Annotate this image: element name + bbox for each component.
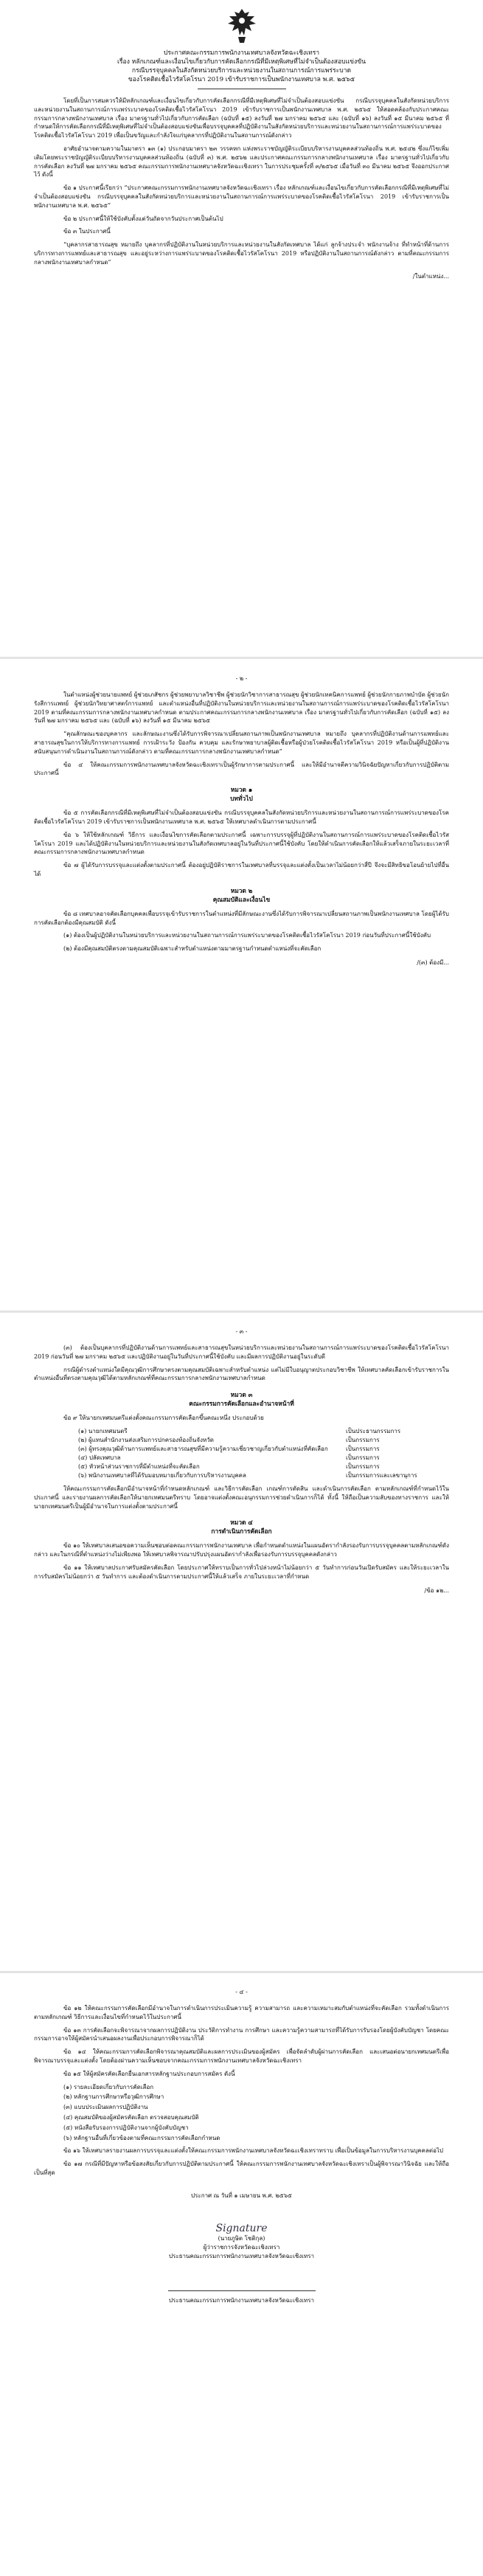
section-subheading: คณะกรรมการคัดเลือกและอำนาจหน้าที่ bbox=[189, 1400, 294, 1408]
section-heading: หมวด ๑ bbox=[230, 786, 253, 794]
page-separator bbox=[0, 1311, 483, 1313]
signer-title: ประธานคณะกรรมการพนักงานเทศบาลจังหวัดฉะเชิงเทรา bbox=[168, 2252, 315, 2259]
list-item: (๒) หลักฐานการศึกษาหรือวุฒิการศึกษา bbox=[63, 2093, 164, 2101]
signer-title: ผู้ว่าราชการจังหวัดฉะเชิงเทรา bbox=[203, 2243, 280, 2251]
member-role: เป็นกรรมการ bbox=[346, 1463, 380, 1470]
subject-line-1: เรื่อง หลักเกณฑ์และเงื่อนไขเกี่ยวกับการคัดเลือกกรณีที่มีเหตุพิเศษที่ไม่จำเป็นต้องสอบแข่งขัน bbox=[117, 58, 366, 66]
member-role: เป็นกรรมการและเลขานุการ bbox=[346, 1471, 417, 1479]
committee-member-row bbox=[34, 1427, 449, 1436]
paragraph: ข้อ ๒ ประกาศนี้ให้ใช้บังคับตั้งแต่วันถัดจากวันประกาศเป็นต้นไป bbox=[63, 215, 223, 222]
member-name: (๒) ผู้แทนสำนักงานส่งเสริมการปกครองท้องถิ่นจังหวัด bbox=[78, 1436, 214, 1443]
paragraph: ข้อ ๘ เทศบาลอาจคัดเลือกบุคคลเพื่อบรรจุเข้ารับราชการในตำแหน่งที่มีลักษณะงานซึ่งได้รับการพิจารณาเปลี่ยนสถานภาพเป็นพนักงานเทศบาล โดยผู้ได้รับการคัดเลือกต้องมีคุณสมบัติ ดังนี้ bbox=[34, 910, 449, 926]
paragraph: ข้อ ๑๑ ให้เทศบาลประกาศรับสมัครคัดเลือก โดยประกาศให้ทราบเป็นการทั่วไปล่วงหน้าไม่น้อยกว่า ๕ วันทำการก่อนวันเปิดรับสมัคร และให้ระยะเวลาในการรับสมัครไม่น้อยกว่า ๕ วันทำการ และต้องดำเนินการตามประกาศนี้ให้แล้วเสร็จ ภายในระยะเวลาที่กำหนด bbox=[34, 1564, 449, 1580]
paragraph: ข้อ ๙ ให้นายกเทศมนตรีแต่งตั้งคณะกรรมการคัดเลือกขึ้นคณะหนึ่ง ประกอบด้วย bbox=[63, 1415, 264, 1422]
handwritten-signature: Signature bbox=[215, 2222, 268, 2234]
section-heading: หมวด ๒ bbox=[230, 886, 253, 894]
member-name: (๑) นายกเทศมนตรี bbox=[78, 1427, 128, 1434]
paragraph: โดยที่เป็นการสมควรให้มีหลักเกณฑ์และเงื่อนไขเกี่ยวกับการคัดเลือกกรณีที่มีเหตุพิเศษที่ไม่จำเป็นต้องสอบแข่งขัน กรณีบรรจุบุคคลในสังกัดหน่วยบริการและหน่วยงานในสถานการณ์การแพร่ระบาดของโรคติดเชื้อไวรัสโคโรนา 2019 เข้ารับราชการเป็นพนักงานเทศบาล พ.ศ. ๒๕๖๕ ให้สอดคล้องกับประกาศคณะกรรมการกลางพนักงานเทศบาล เรื่อง มาตรฐานทั่วไปเกี่ยวกับการคัดเลือก (ฉบับที่ ๑๕) ลงวันที่ ๒๗ มกราคม ๒๕๖๕ และ (ฉบับที่ ๑๖) ลงวันที่ ๑๕ มีนาคม ๒๕๖๕ ที่กำหนดให้การคัดเลือกกรณีที่มีเหตุพิเศษที่ไม่จำเป็นต้องสอบแข่งขันเพื่อบรรจุบุคคลที่ปฏิบัติงานในสังกัดหน่วยบริการและหน่วยงานในสถานการณ์การแพร่ระบาดของโรคติดเชื้อไวรัสโคโรนา 2019 เพื่อเป็นขวัญและกำลังใจแก่บุคลากรที่ปฏิบัติงานในสถานการณ์ดังกล่าว bbox=[34, 97, 449, 139]
list-item: (๓) แบบประเมินผลการปฏิบัติงาน bbox=[63, 2104, 148, 2111]
member-role: เป็นกรรมการ bbox=[346, 1436, 380, 1443]
section-subheading: การดำเนินการคัดเลือก bbox=[211, 1527, 272, 1536]
paragraph: ข้อ ๑ ประกาศนี้เรียกว่า “ประกาศคณะกรรมการพนักงานเทศบาลจังหวัดฉะเชิงเทรา เรื่อง หลักเกณฑ์และเงื่อนไขเกี่ยวกับการคัดเลือกกรณีที่มีเหตุพิเศษที่ไม่จำเป็นต้องสอบแข่งขัน กรณีบรรจุบุคคลในสังกัดหน่วยบริการและหน่วยงานในสถานการณ์การแพร่ระบาดของโรคติดเชื้อไวรัสโคโรนา 2019 เข้ารับราชการเป็นพนักงานเทศบาล พ.ศ. ๒๕๖๕” bbox=[34, 184, 449, 209]
section-heading: หมวด ๓ bbox=[230, 1391, 253, 1399]
committee-member-row bbox=[34, 1445, 449, 1454]
paragraph: ให้คณะกรรมการคัดเลือกมีอำนาจหน้าที่กำหนดหลักเกณฑ์ และวิธีการคัดเลือก เกณฑ์การตัดสิน และดำเนินการคัดเลือก ตามหลักเกณฑ์ที่กำหนดไว้ในประกาศนี้ และรายงานผลการคัดเลือกให้นายกเทศมนตรีทราบ โดยอาจแต่งตั้งคณะอนุกรรมการช่วยดำเนินการก็ได้ ทั้งนี้ ให้ถือเป็นความลับของทางราชการ และให้นายกเทศมนตรีเป็นผู้มีอำนาจในการแต่งตั้งตามประกาศนี้ bbox=[34, 1485, 449, 1510]
paragraph: ข้อ ๔ ให้คณะกรรมการพนักงานเทศบาลจังหวัดฉะเชิงเทราเป็นผู้รักษาการตามประกาศนี้ และให้มีอำนาจตีความวินิจฉัยปัญหาเกี่ยวกับการปฏิบัติตามประกาศนี้ bbox=[34, 761, 449, 777]
list-item: (๕) หนังสือรับรองการปฏิบัติงานจากผู้บังคับบัญชา bbox=[63, 2124, 189, 2131]
committee-member-row bbox=[34, 1454, 449, 1463]
paragraph: อาศัยอำนาจตามความในมาตรา ๑๓ (๑) ประกอบมาตรา ๒๓ วรรคหก แห่งพระราชบัญญัติระเบียบบริหารงานบุคคลส่วนท้องถิ่น พ.ศ. ๒๕๔๒ ซึ่งแก้ไขเพิ่มเติมโดยพระราชบัญญัติระเบียบบริหารงานบุคคลส่วนท้องถิ่น (ฉบับที่ ๓) พ.ศ. ๒๕๖๒ และประกาศคณะกรรมการกลางพนักงานเทศบาล เรื่อง มาตรฐานทั่วไปเกี่ยวกับการคัดเลือก ลงวันที่ ๒๗ มกราคม ๒๕๖๕ คณะกรรมการพนักงานเทศบาลจังหวัดฉะเชิงเทรา ในการประชุมครั้งที่ ๓/๒๕๖๕ เมื่อวันที่ ๓๐ มีนาคม ๒๕๖๕ จึงออกประกาศไว้ ดังนี้ bbox=[34, 145, 449, 179]
garuda-emblem-icon bbox=[225, 6, 259, 44]
signer-name: (นายภูษิต โชติกุล) bbox=[218, 2234, 265, 2242]
document-page-3 bbox=[13, 1321, 470, 1963]
continuation-marker: /ข้อ ๑๒... bbox=[424, 1586, 449, 1594]
member-role: เป็นกรรมการ bbox=[346, 1454, 380, 1461]
footer-text: ประธานคณะกรรมการพนักงานเทศบาลจังหวัดฉะเชิงเทรา bbox=[168, 2296, 315, 2304]
list-item: (๖) หลักฐานอื่นที่เกี่ยวข้องตามที่คณะกรรมการคัดเลือกกำหนด bbox=[63, 2134, 220, 2141]
paragraph: “บุคลากรสาธารณสุข หมายถึง บุคลากรที่ปฏิบัติงานในหน่วยบริการและหน่วยงานในสังกัดเทศบาล ได้แก่ ลูกจ้างประจำ พนักงานจ้าง ที่ทำหน้าที่ด้านการบริการทางการแพทย์และสาธารณสุข และอยู่ระหว่างการแพร่ระบาดของโรคติดเชื้อไวรัสโคโรนา 2019 หรือปฏิบัติงานในสถานการณ์ดังกล่าว ตามที่คณะกรรมการกลางพนักงานเทศบาลกำหนด” bbox=[34, 241, 449, 266]
section-heading: หมวด ๔ bbox=[230, 1519, 253, 1527]
paragraph: ข้อ ๑๕ ให้ผู้สมัครคัดเลือกยื่นเอกสารหลักฐานประกอบการสมัคร ดังนี้ bbox=[63, 2070, 235, 2077]
paragraph: ข้อ ๑๔ ให้คณะกรรมการคัดเลือกพิจารณาคุณสมบัติและผลการประเมินของผู้สมัคร เพื่อจัดลำดับผู้ผ่านการคัดเลือก และเสนอต่อนายกเทศมนตรีเพื่อพิจารณาบรรจุและแต่งตั้ง โดยต้องผ่านความเห็นชอบจากคณะกรรมการพนักงานเทศบาลจังหวัดฉะเชิงเทรา bbox=[34, 2048, 449, 2064]
paragraph: ข้อ ๑๖ ให้เทศบาลรายงานผลการบรรจุและแต่งตั้งให้คณะกรรมการพนักงานเทศบาลจังหวัดฉะเชิงเทราทราบ เพื่อเป็นข้อมูลในการบริหารงานบุคคลต่อไป bbox=[63, 2147, 443, 2155]
member-name: (๔) ปลัดเทศบาล bbox=[78, 1454, 121, 1461]
paragraph: ข้อ ๗ ผู้ได้รับการบรรจุและแต่งตั้งตามประกาศนี้ ต้องอยู่ปฏิบัติราชการในเทศบาลที่บรรจุและแต่งตั้งเป็นเวลาไม่น้อยกว่าสี่ปี จึงจะมีสิทธิขอโอนย้ายไปที่อื่นได้ bbox=[34, 862, 449, 877]
document-page-4 bbox=[13, 1981, 470, 2572]
subject-line-2: กรณีบรรจุบุคคลในสังกัดหน่วยบริการและหน่วยงานในสถานการณ์การแพร่ระบาด bbox=[131, 67, 352, 75]
page-number: - ๔ - bbox=[235, 1989, 248, 1995]
page-number: - ๓ - bbox=[235, 1328, 248, 1335]
committee-member-row bbox=[34, 1471, 449, 1480]
issuer-header: ประกาศคณะกรรมการพนักงานเทศบาลจังหวัดฉะเชิงเทรา bbox=[163, 49, 320, 57]
subject-line-3: ของโรคติดเชื้อไวรัสโคโรนา 2019 เข้ารับราชการเป็นพนักงานเทศบาล พ.ศ. ๒๕๖๕ bbox=[128, 76, 355, 83]
page-separator bbox=[0, 1971, 483, 1973]
committee-member-row bbox=[34, 1463, 449, 1471]
list-item: (๑) รายละเอียดเกี่ยวกับการคัดเลือก bbox=[63, 2083, 154, 2090]
document-page-2 bbox=[13, 668, 470, 1302]
paragraph: (๓) ต้องเป็นบุคลากรที่ปฏิบัติงานด้านการแพทย์และสาธารณสุขในหน่วยบริการและหน่วยงานในสถานการณ์การแพร่ระบาดของโรคติดเชื้อไวรัสโคโรนา 2019 ก่อนวันที่ ๒๗ มกราคม ๒๕๖๕ และปฏิบัติงานอยู่ในวันที่ประกาศนี้ใช้บังคับ และมีผลการปฏิบัติงานอยู่ในระดับดี bbox=[34, 1344, 449, 1360]
paragraph: กรณีผู้ดำรงตำแหน่งใดมีคุณวุฒิการศึกษาตรงตามคุณสมบัติเฉพาะสำหรับตำแหน่ง แต่ไม่มีใบอนุญาตประกอบวิชาชีพ ให้เทศบาลคัดเลือกเข้ารับราชการในตำแหน่งอื่นที่ตรงตามคุณวุฒิได้ตามหลักเกณฑ์ที่คณะกรรมการกลางพนักงานเทศบาลกำหนด bbox=[34, 1366, 449, 1382]
paragraph: (๑) ต้องเป็นผู้ปฏิบัติงานในหน่วยบริการและหน่วยงานในสถานการณ์การแพร่ระบาดของโรคติดเชื้อไวรัสโคโรนา 2019 ก่อนวันที่ประกาศนี้ใช้บังคับ bbox=[63, 932, 431, 939]
member-name: (๖) พนักงานเทศบาลที่ได้รับมอบหมายเกี่ยวกับการบริหารงานบุคคล bbox=[78, 1471, 246, 1479]
paragraph: ข้อ ๕ การคัดเลือกกรณีที่มีเหตุพิเศษที่ไม่จำเป็นต้องสอบแข่งขัน กรณีบรรจุบุคคลในสังกัดหน่วยบริการและหน่วยงานในสถานการณ์การแพร่ระบาดของโรคติดเชื้อไวรัสโคโรนา 2019 เข้ารับราชการเป็นพนักงานเทศบาล พ.ศ. ๒๕๖๕ ให้เทศบาลดำเนินการตามประกาศนี้ bbox=[34, 809, 449, 825]
announcement-date: ประกาศ ณ วันที่ ๑ เมษายน พ.ศ. ๒๕๖๕ bbox=[191, 2192, 292, 2199]
paragraph: (๒) ต้องมีคุณสมบัติตรงตามคุณสมบัติเฉพาะสำหรับตำแหน่งตามมาตรฐานกำหนดตำแหน่งที่จะคัดเลือก bbox=[63, 945, 322, 953]
page-separator bbox=[0, 657, 483, 659]
paragraph: ข้อ ๑๗ กรณีที่มีปัญหาหรือข้อสงสัยเกี่ยวกับการปฏิบัติตามประกาศนี้ ให้คณะกรรมการพนักงานเทศบาลจังหวัดฉะเชิงเทราเป็นผู้พิจารณาวินิจฉัย และให้ถือเป็นที่สุด bbox=[34, 2161, 449, 2176]
committee-member-row bbox=[34, 1436, 449, 1445]
signature-block bbox=[34, 2223, 449, 2261]
continuation-marker: /ในตำแหน่ง... bbox=[412, 272, 449, 280]
list-item: (๔) คุณสมบัติของผู้สมัครคัดเลือก ตรวจสอบคุณสมบัติ bbox=[63, 2113, 199, 2121]
paragraph: “คุณลักษณะของบุคลากร และลักษณะงานซึ่งได้รับการพิจารณาเปลี่ยนสถานภาพเป็นพนักงานเทศบาล หมายถึง บุคลากรที่ปฏิบัติงานด้านการแพทย์และสาธารณสุขในการให้บริการทางการแพทย์ การเฝ้าระวัง ป้องกัน ควบคุม และรักษาพยาบาลผู้ติดเชื้อหรือผู้ป่วยโรคติดเชื้อไวรัสโคโรนา 2019 หรือเป็นผู้ที่ปฏิบัติงานสนับสนุนการดำเนินงานในสถานการณ์ดังกล่าว ตามที่คณะกรรมการกลางพนักงานเทศบาลกำหนด” bbox=[34, 731, 449, 755]
paragraph: ข้อ ๖ ให้ใช้หลักเกณฑ์ วิธีการ และเงื่อนไขการคัดเลือกตามประกาศนี้ เฉพาะการบรรจุผู้ที่ปฏิบัติงานในสถานการณ์การแพร่ระบาดของโรคติดเชื้อไวรัสโคโรนา 2019 และได้ปฏิบัติงานในหน่วยบริการและหน่วยงานในสังกัดเทศบาลอยู่ในวันที่ประกาศนี้ใช้บังคับ โดยให้ดำเนินการคัดเลือกให้แล้วเสร็จภายในระยะเวลาที่คณะกรรมการกลางพนักงานเทศบาลกำหนด bbox=[34, 831, 449, 856]
continuation-marker: /(๓) ต้องมี... bbox=[417, 959, 449, 966]
member-name: (๕) หัวหน้าส่วนราชการที่มีตำแหน่งที่จะคัดเลือก bbox=[78, 1463, 200, 1470]
paragraph: ข้อ ๑๐ ให้เทศบาลเสนอขอความเห็นชอบต่อคณะกรรมการพนักงานเทศบาล เพื่อกำหนดตำแหน่งในแผนอัตรากำลังรองรับการบรรจุบุคคลตามหลักเกณฑ์ดังกล่าว และในกรณีที่ตำแหน่งว่างไม่เพียงพอ ให้เทศบาลพิจารณาปรับปรุงแผนอัตรากำลังเพื่อรองรับการบรรจุบุคคลดังกล่าว bbox=[34, 1542, 449, 1558]
footer-divider bbox=[168, 2290, 316, 2291]
paragraph: ในตำแหน่งผู้ช่วยนายแพทย์ ผู้ช่วยเภสัชกร ผู้ช่วยพยาบาลวิชาชีพ ผู้ช่วยนักวิชาการสาธารณสุข ผู้ช่วยนักเทคนิคการแพทย์ ผู้ช่วยนักกายภาพบำบัด ผู้ช่วยนักรังสีการแพทย์ ผู้ช่วยนักวิทยาศาสตร์การแพทย์ และตำแหน่งอื่นที่ปฏิบัติงานในหน่วยบริการและหน่วยงานในสถานการณ์การแพร่ระบาดของโรคติดเชื้อไวรัสโคโรนา 2019 ตามที่คณะกรรมการกลางพนักงานเทศบาลกำหนด ตามประกาศคณะกรรมการกลางพนักงานเทศบาล เรื่อง มาตรฐานทั่วไปเกี่ยวกับการคัดเลือก (ฉบับที่ ๑๕) ลงวันที่ ๒๗ มกราคม ๒๕๖๕ และ (ฉบับที่ ๑๖) ลงวันที่ ๑๕ มีนาคม ๒๕๖๕ bbox=[34, 691, 449, 725]
document-page-1 bbox=[13, 0, 470, 649]
member-role: เป็นประธานกรรมการ bbox=[346, 1427, 401, 1434]
member-name: (๓) ผู้ทรงคุณวุฒิด้านการแพทย์และสาธารณสุขที่มีความรู้ความเชี่ยวชาญเกี่ยวกับตำแหน่งที่คัดเลือก bbox=[78, 1445, 328, 1452]
member-role: เป็นกรรมการ bbox=[346, 1445, 380, 1452]
section-subheading: บททั่วไป bbox=[230, 795, 253, 803]
paragraph: ข้อ ๑๒ ให้คณะกรรมการคัดเลือกมีอำนาจในการดำเนินการประเมินความรู้ ความสามารถ และความเหมาะสมกับตำแหน่งที่จะคัดเลือก รวมทั้งดำเนินการตามหลักเกณฑ์ วิธีการและเงื่อนไขที่กำหนดไว้ในประกาศนี้ bbox=[34, 2005, 449, 2020]
paragraph: ข้อ ๓ ในประกาศนี้ bbox=[63, 228, 111, 235]
paragraph: ข้อ ๑๓ การคัดเลือกจะพิจารณาจากผลการปฏิบัติงาน ประวัติการทำงาน การศึกษา และความรู้ความสามารถที่ได้รับการรับรองโดยผู้บังคับบัญชา โดยคณะกรรมการอาจให้ผู้สมัครนำเสนอผลงานเพื่อประกอบการพิจารณาก็ได้ bbox=[34, 2026, 449, 2043]
section-subheading: คุณสมบัติและเงื่อนไข bbox=[212, 895, 271, 903]
page-number: - ๒ - bbox=[235, 675, 248, 682]
